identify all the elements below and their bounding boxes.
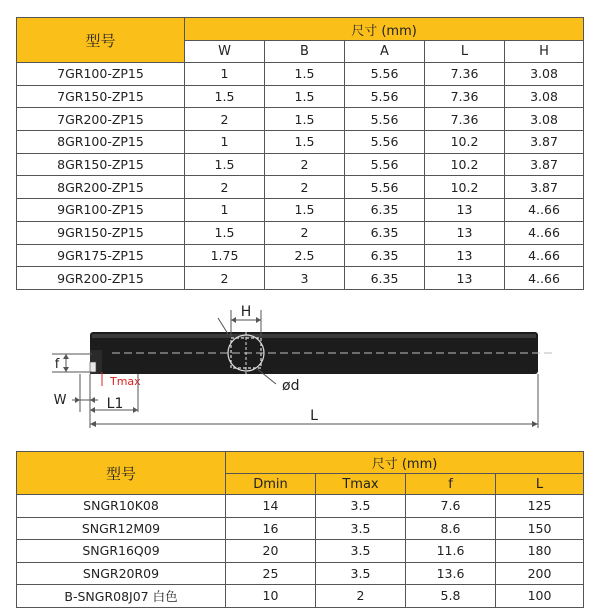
value-cell: 1.5 [185,153,265,176]
dim-label-w: W [53,393,67,408]
value-cell: 2 [185,176,265,199]
value-cell: 2 [316,585,406,608]
value-cell: 1 [185,63,265,86]
value-cell: 6.35 [345,267,425,290]
table-row [17,131,584,154]
value-cell: 8.6 [406,517,496,540]
model-header: 型号 [17,452,226,495]
value-cell: 125 [496,495,584,518]
value-cell: 5.56 [345,176,425,199]
table-row [17,199,584,222]
spec-table-grooving-inserts [16,17,584,290]
table-row [17,540,584,563]
value-cell: 13 [425,199,505,222]
value-cell: 14 [226,495,316,518]
value-cell: 1.5 [265,85,345,108]
column-header-l: L [425,41,505,63]
value-cell: 2 [265,221,345,244]
value-cell: 10 [226,585,316,608]
value-cell: 5.8 [406,585,496,608]
value-cell: 7.6 [406,495,496,518]
table-row [17,176,584,199]
value-cell: 100 [496,585,584,608]
table-row [17,517,584,540]
model-cell: 9GR175-ZP15 [17,244,185,267]
value-cell: 1.5 [185,85,265,108]
value-cell: 3 [265,267,345,290]
column-header-a: A [345,41,425,63]
value-cell: 1.5 [265,108,345,131]
column-header-w: W [185,41,265,63]
value-cell: 20 [226,540,316,563]
value-cell: 7.36 [425,108,505,131]
model-cell: SNGR16Q09 [17,540,226,563]
column-header-tmax: Tmax [316,474,406,495]
model-cell: 9GR150-ZP15 [17,221,185,244]
h-leader [218,318,228,334]
dim-label-h: H [240,304,252,320]
value-cell: 3.5 [316,495,406,518]
model-cell: 7GR200-ZP15 [17,108,185,131]
value-cell: 200 [496,562,584,585]
h-arrow-left [231,317,236,323]
value-cell: 1.5 [265,63,345,86]
spec-table-boring-bars [16,451,584,608]
boring-bar-body [90,332,538,374]
value-cell: 4..66 [505,267,584,290]
value-cell: 10.2 [425,131,505,154]
value-cell: 6.35 [345,221,425,244]
value-cell: 4..66 [505,199,584,222]
value-cell: 3.08 [505,63,584,86]
model-cell: SNGR20R09 [17,562,226,585]
column-header-dmin: Dmin [226,474,316,495]
table-row [17,562,584,585]
value-cell: 25 [226,562,316,585]
value-cell: 2 [265,176,345,199]
model-cell: 7GR100-ZP15 [17,63,185,86]
dim-label-f: f [54,357,60,372]
model-cell: SNGR12M09 [17,517,226,540]
value-cell: 10.2 [425,153,505,176]
dim-label-tmax: Tmax [110,375,141,388]
spec-table-body [17,63,584,290]
value-cell: 1.5 [265,131,345,154]
model-cell: 8GR200-ZP15 [17,176,185,199]
h-arrow-right [256,317,261,323]
l-arrow-left [90,421,96,427]
spec-table-body [17,495,584,608]
l1-arrow-right [133,407,138,413]
f-arrow-top [63,354,69,359]
boring-bar-highlight [92,334,536,338]
value-cell: 6.35 [345,244,425,267]
table-row [17,221,584,244]
value-cell: 3.08 [505,108,584,131]
table-row [17,585,584,608]
table-row [17,153,584,176]
value-cell: 3.08 [505,85,584,108]
value-cell: 1 [185,131,265,154]
value-cell: 3.87 [505,153,584,176]
table-row [17,85,584,108]
model-cell: 9GR100-ZP15 [17,199,185,222]
model-cell: 7GR150-ZP15 [17,85,185,108]
value-cell: 13 [425,244,505,267]
value-cell: 2 [265,153,345,176]
table-row [17,267,584,290]
column-header-b: B [265,41,345,63]
value-cell: 3.87 [505,131,584,154]
value-cell: 180 [496,540,584,563]
value-cell: 7.36 [425,85,505,108]
model-cell: 9GR200-ZP15 [17,267,185,290]
value-cell: 4..66 [505,244,584,267]
value-cell: 1.5 [185,221,265,244]
value-cell: 2 [185,108,265,131]
dim-label-l1: L1 [106,396,124,412]
dim-label-od: ød [282,378,300,394]
value-cell: 3.5 [316,517,406,540]
model-cell: 8GR100-ZP15 [17,131,185,154]
value-cell: 5.56 [345,131,425,154]
value-cell: 1 [185,199,265,222]
value-cell: 1.75 [185,244,265,267]
value-cell: 3.5 [316,540,406,563]
value-cell: 3.5 [316,562,406,585]
w-arrow-left [75,397,80,403]
value-cell: 10.2 [425,176,505,199]
table-row [17,244,584,267]
dim-label-l: L [310,408,318,424]
value-cell: 5.56 [345,108,425,131]
column-header-l: L [496,474,584,495]
table-row [17,108,584,131]
value-cell: 7.36 [425,63,505,86]
model-cell: 8GR150-ZP15 [17,153,185,176]
table-row [17,495,584,518]
w-arrow-right [90,397,95,403]
value-cell: 5.56 [345,85,425,108]
value-cell: 13 [425,267,505,290]
table-row [17,63,584,86]
value-cell: 2.5 [265,244,345,267]
dimension-group-header: 尺寸 (mm) [226,452,584,474]
value-cell: 13 [425,221,505,244]
value-cell: 5.56 [345,153,425,176]
model-cell: B-SNGR08J07 白色 [17,585,226,608]
column-header-h: H [505,41,584,63]
f-arrow-bottom [63,367,69,372]
boring-bar-diagram [0,296,600,436]
l1-arrow-left [90,407,95,413]
value-cell: 5.56 [345,63,425,86]
value-cell: 1.5 [265,199,345,222]
l-arrow-right [532,421,538,427]
dimension-group-header: 尺寸 (mm) [185,18,584,41]
column-header-f: f [406,474,496,495]
value-cell: 150 [496,517,584,540]
value-cell: 4..66 [505,221,584,244]
insert-edge [90,362,96,372]
value-cell: 6.35 [345,199,425,222]
value-cell: 16 [226,517,316,540]
model-header: 型号 [17,18,185,63]
value-cell: 2 [185,267,265,290]
model-cell: SNGR10K08 [17,495,226,518]
value-cell: 11.6 [406,540,496,563]
value-cell: 3.87 [505,176,584,199]
value-cell: 13.6 [406,562,496,585]
